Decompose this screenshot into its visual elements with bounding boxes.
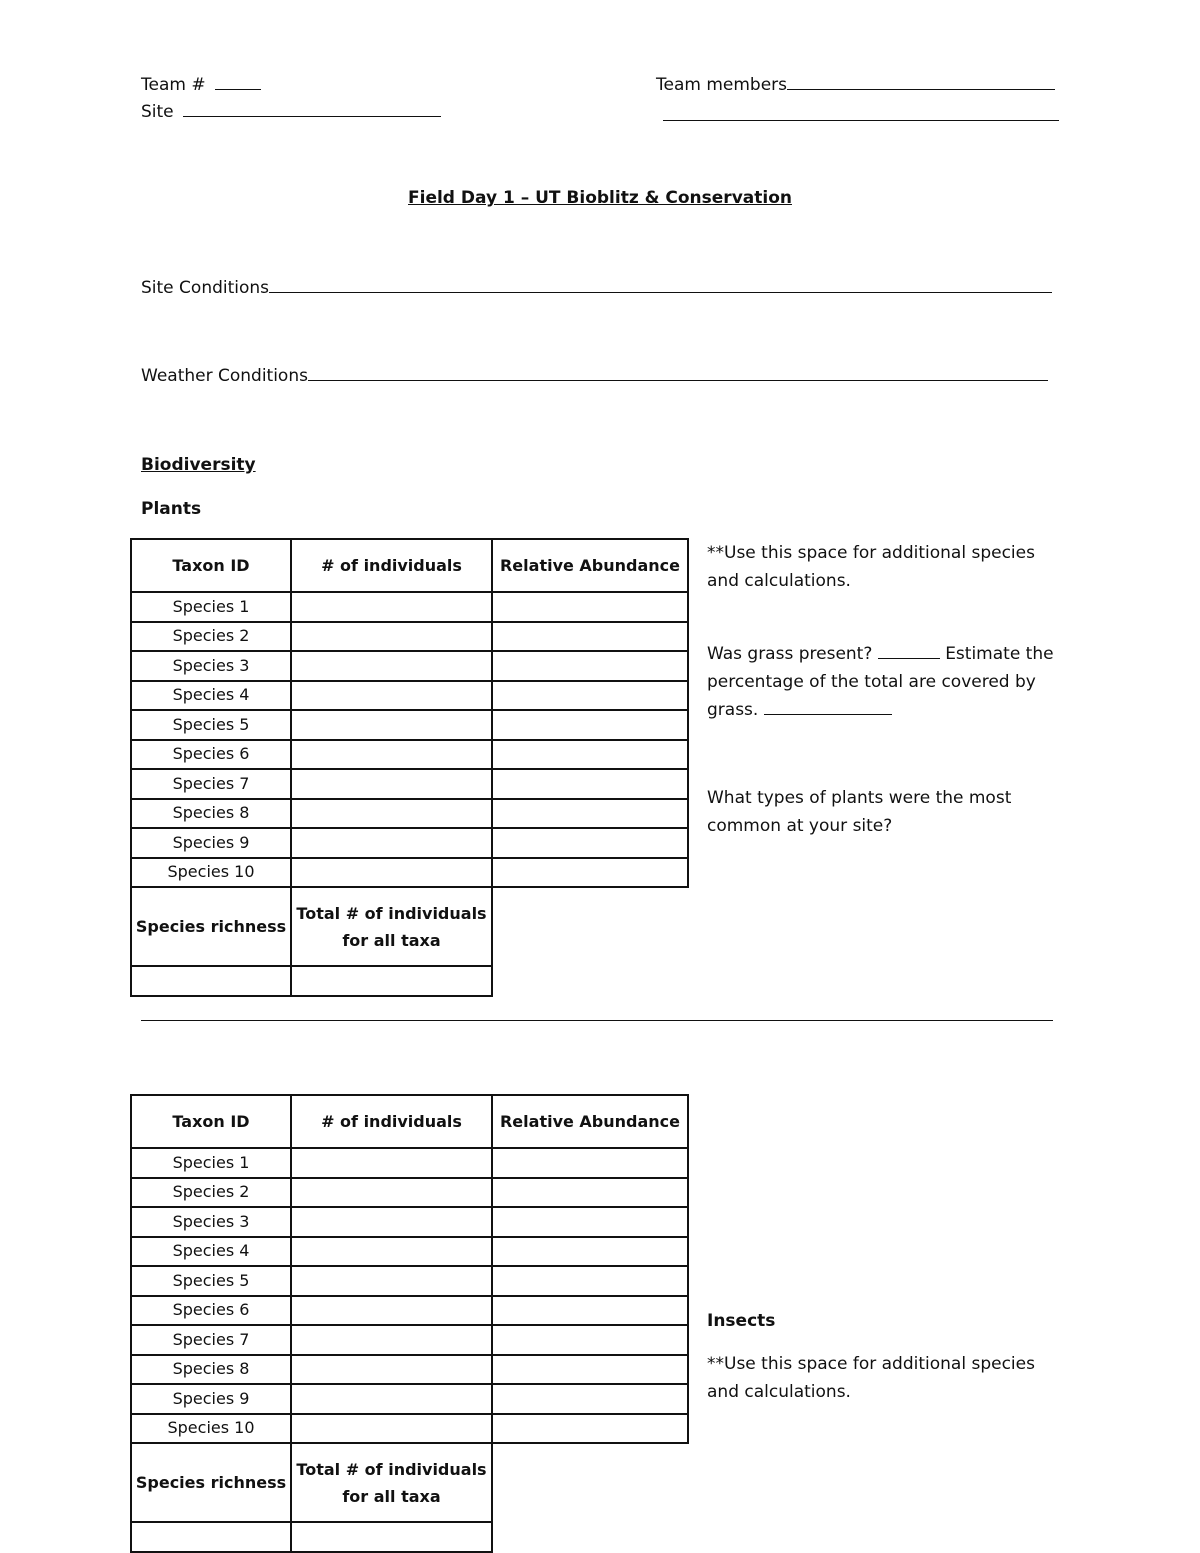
individuals-cell[interactable] xyxy=(291,1178,492,1208)
relative-abundance-cell[interactable] xyxy=(492,710,688,740)
summary-value-row xyxy=(131,966,688,996)
individuals-cell[interactable] xyxy=(291,681,492,711)
individuals-cell[interactable] xyxy=(291,1296,492,1326)
individuals-cell[interactable] xyxy=(291,1355,492,1385)
species-label: Species 1 xyxy=(131,1148,291,1178)
site-label: Site xyxy=(141,102,174,122)
table-header-row xyxy=(131,1095,688,1148)
site-field[interactable] xyxy=(141,101,441,123)
page-title-wrap xyxy=(0,188,1200,208)
relative-abundance-cell[interactable] xyxy=(492,1296,688,1326)
relative-abundance-cell[interactable] xyxy=(492,828,688,858)
relative-abundance-cell[interactable] xyxy=(492,1207,688,1237)
individuals-cell[interactable] xyxy=(291,1414,492,1444)
species-richness-cell[interactable] xyxy=(131,1522,291,1552)
table-row xyxy=(131,1207,688,1237)
relative-abundance-cell[interactable] xyxy=(492,1266,688,1296)
relative-abundance-cell[interactable] xyxy=(492,1148,688,1178)
team-members-label: Team members xyxy=(656,75,788,95)
relative-abundance-cell[interactable] xyxy=(492,1325,688,1355)
relative-abundance-cell[interactable] xyxy=(492,592,688,622)
site-conditions-label: Site Conditions xyxy=(141,278,270,298)
table-row xyxy=(131,681,688,711)
table-row xyxy=(131,710,688,740)
relative-abundance-cell[interactable] xyxy=(492,799,688,829)
species-label: Species 6 xyxy=(131,740,291,770)
relative-abundance-cell[interactable] xyxy=(492,1178,688,1208)
grass-percentage-blank[interactable] xyxy=(764,699,892,715)
individuals-cell[interactable] xyxy=(291,710,492,740)
site-conditions-field[interactable] xyxy=(141,277,1052,299)
total-individuals-header: Total # of individuals for all taxa xyxy=(291,887,492,966)
species-label: Species 8 xyxy=(131,799,291,829)
table-row xyxy=(131,799,688,829)
table-row xyxy=(131,1355,688,1385)
species-richness-header: Species richness xyxy=(131,887,291,966)
species-richness-cell[interactable] xyxy=(131,966,291,996)
empty-cell xyxy=(492,1522,688,1552)
individuals-cell[interactable] xyxy=(291,1266,492,1296)
empty-cell xyxy=(492,966,688,996)
plants-heading: Plants xyxy=(141,499,202,519)
grass-question xyxy=(707,640,1057,724)
weather-conditions-field[interactable] xyxy=(141,365,1048,387)
empty-cell xyxy=(492,1443,688,1522)
grass-present-blank[interactable] xyxy=(878,643,940,659)
biodiversity-heading: Biodiversity xyxy=(141,455,256,475)
site-conditions-blank[interactable] xyxy=(269,277,1052,293)
table-row xyxy=(131,769,688,799)
species-label: Species 6 xyxy=(131,1296,291,1326)
species-label: Species 4 xyxy=(131,1237,291,1267)
weather-conditions-label: Weather Conditions xyxy=(141,366,308,386)
column-header-relative-abundance: Relative Abundance xyxy=(492,1095,688,1148)
summary-header-row xyxy=(131,1443,688,1522)
relative-abundance-cell[interactable] xyxy=(492,1414,688,1444)
individuals-cell[interactable] xyxy=(291,1148,492,1178)
column-header-individuals: # of individuals xyxy=(291,539,492,592)
relative-abundance-cell[interactable] xyxy=(492,1355,688,1385)
relative-abundance-cell[interactable] xyxy=(492,681,688,711)
species-label: Species 7 xyxy=(131,769,291,799)
relative-abundance-cell[interactable] xyxy=(492,858,688,888)
species-label: Species 5 xyxy=(131,710,291,740)
table-row xyxy=(131,1296,688,1326)
column-header-relative-abundance: Relative Abundance xyxy=(492,539,688,592)
summary-value-row xyxy=(131,1522,688,1552)
individuals-cell[interactable] xyxy=(291,828,492,858)
total-individuals-cell[interactable] xyxy=(291,966,492,996)
table-row xyxy=(131,622,688,652)
site-blank[interactable] xyxy=(183,101,441,117)
individuals-cell[interactable] xyxy=(291,740,492,770)
team-number-field[interactable] xyxy=(141,74,261,96)
insects-heading: Insects xyxy=(707,1311,776,1331)
table-row xyxy=(131,858,688,888)
relative-abundance-cell[interactable] xyxy=(492,1384,688,1414)
species-label: Species 9 xyxy=(131,1384,291,1414)
common-plants-question: What types of plants were the most common at your site? xyxy=(707,788,1012,836)
section-divider xyxy=(141,1020,1053,1021)
summary-header-row xyxy=(131,887,688,966)
team-number-label: Team # xyxy=(141,75,206,95)
empty-cell xyxy=(492,887,688,966)
team-members-blank[interactable] xyxy=(787,74,1055,90)
table-row xyxy=(131,828,688,858)
individuals-cell[interactable] xyxy=(291,651,492,681)
column-header-individuals: # of individuals xyxy=(291,1095,492,1148)
insects-table xyxy=(130,1094,689,1553)
page-title: Field Day 1 – UT Bioblitz & Conservation xyxy=(408,188,792,208)
table-row xyxy=(131,651,688,681)
species-label: Species 8 xyxy=(131,1355,291,1385)
individuals-cell[interactable] xyxy=(291,1384,492,1414)
insects-extra-space-note: **Use this space for additional species and calculations. xyxy=(707,1354,1035,1402)
individuals-cell[interactable] xyxy=(291,592,492,622)
relative-abundance-cell[interactable] xyxy=(492,622,688,652)
table-row xyxy=(131,1325,688,1355)
table-row xyxy=(131,1148,688,1178)
grass-present-question: Was grass present? xyxy=(707,644,873,664)
table-row xyxy=(131,1414,688,1444)
individuals-cell[interactable] xyxy=(291,1325,492,1355)
table-row xyxy=(131,592,688,622)
species-label: Species 2 xyxy=(131,1178,291,1208)
species-label: Species 3 xyxy=(131,1207,291,1237)
table-row xyxy=(131,740,688,770)
relative-abundance-cell[interactable] xyxy=(492,740,688,770)
table-row xyxy=(131,1266,688,1296)
team-members-field[interactable] xyxy=(656,74,1055,96)
species-label: Species 2 xyxy=(131,622,291,652)
species-label: Species 10 xyxy=(131,858,291,888)
individuals-cell[interactable] xyxy=(291,1207,492,1237)
species-label: Species 1 xyxy=(131,592,291,622)
species-richness-header: Species richness xyxy=(131,1443,291,1522)
individuals-cell[interactable] xyxy=(291,858,492,888)
team-number-blank[interactable] xyxy=(215,74,261,90)
relative-abundance-cell[interactable] xyxy=(492,1237,688,1267)
species-label: Species 4 xyxy=(131,681,291,711)
weather-conditions-blank[interactable] xyxy=(308,365,1048,381)
plants-extra-space-note: **Use this space for additional species and calculations. xyxy=(707,543,1035,591)
species-label: Species 7 xyxy=(131,1325,291,1355)
table-header-row xyxy=(131,539,688,592)
total-individuals-header: Total # of individuals for all taxa xyxy=(291,1443,492,1522)
table-row xyxy=(131,1178,688,1208)
individuals-cell[interactable] xyxy=(291,799,492,829)
total-individuals-cell[interactable] xyxy=(291,1522,492,1552)
species-label: Species 3 xyxy=(131,651,291,681)
species-label: Species 9 xyxy=(131,828,291,858)
relative-abundance-cell[interactable] xyxy=(492,769,688,799)
individuals-cell[interactable] xyxy=(291,1237,492,1267)
species-label: Species 5 xyxy=(131,1266,291,1296)
relative-abundance-cell[interactable] xyxy=(492,651,688,681)
species-label: Species 10 xyxy=(131,1414,291,1444)
team-members-blank-line-2[interactable] xyxy=(663,120,1059,121)
plants-table xyxy=(130,538,689,997)
table-row xyxy=(131,1237,688,1267)
column-header-taxon-id: Taxon ID xyxy=(131,539,291,592)
column-header-taxon-id: Taxon ID xyxy=(131,1095,291,1148)
individuals-cell[interactable] xyxy=(291,622,492,652)
grass-percentage-question: Estimate the percentage of the total are covered by grass. xyxy=(707,644,1054,720)
table-row xyxy=(131,1384,688,1414)
individuals-cell[interactable] xyxy=(291,769,492,799)
